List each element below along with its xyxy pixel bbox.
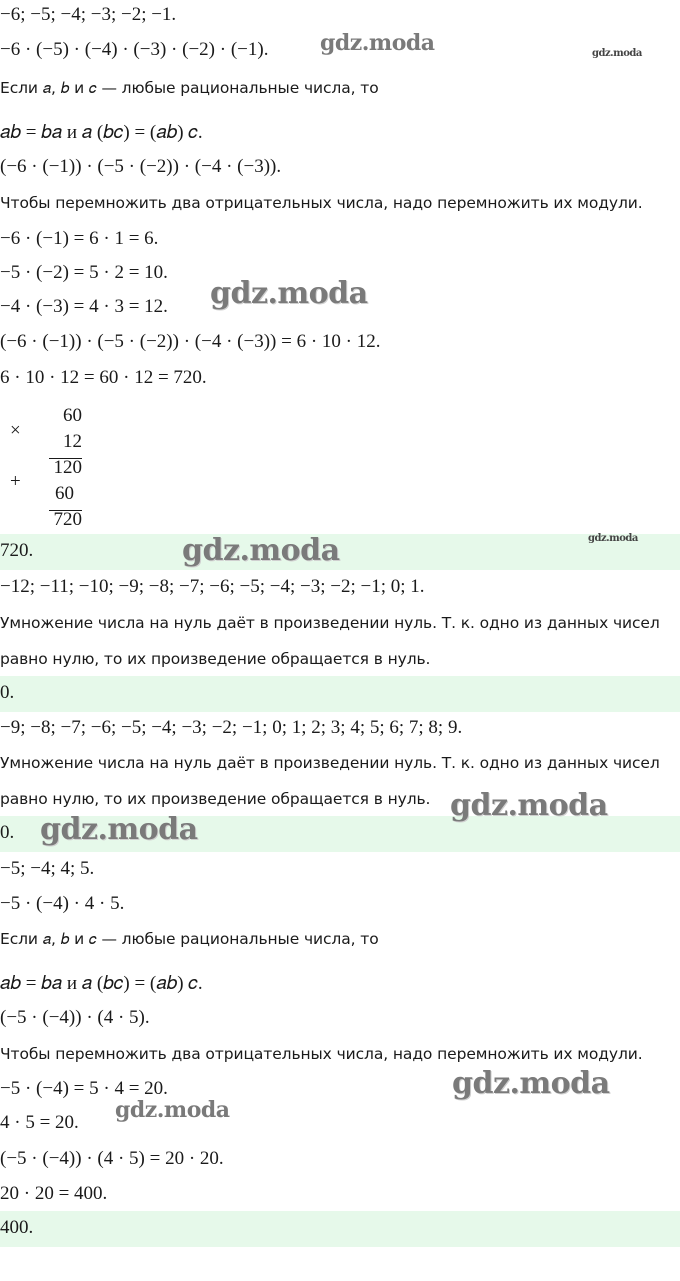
multiplicand: 60: [63, 405, 82, 426]
rule-text: Если 𝑎, 𝑏 и 𝑐 — любые рациональные числа, то: [0, 930, 379, 948]
product-expression: −5 · (−4) · 4 · 5.: [0, 893, 125, 914]
rule-text: Умножение числа на нуль даёт в произведении нуль. Т. к. одно из данных чисел: [0, 754, 660, 772]
plus-sign: +: [10, 471, 21, 492]
rule-text: Чтобы перемножить два отрицательных числа, надо перемножить их модули.: [0, 194, 643, 212]
column-result: 720: [53, 509, 82, 530]
number-list: −6; −5; −4; −3; −2; −1.: [0, 4, 177, 25]
commutative-law: 𝑎𝑏 = 𝑏𝑎 и 𝑎 (𝑏𝑐) = (𝑎𝑏) 𝑐.: [0, 122, 203, 143]
grouped-expression: (−6 · (−1)) · (−5 · (−2)) · (−4 · (−3)).: [0, 156, 282, 177]
answer-value: 0.: [0, 682, 15, 703]
equation-line: (−5 · (−4)) · (4 · 5) = 20 · 20.: [0, 1148, 224, 1169]
answer-value: 400.: [0, 1217, 34, 1238]
equation-line: −5 · (−4) = 5 · 4 = 20.: [0, 1078, 168, 1099]
watermark-logo: gdz.moda: [452, 1066, 610, 1101]
product-expression: −6 · (−5) · (−4) · (−3) · (−2) · (−1).: [0, 39, 269, 60]
equation-line: 6 · 10 · 12 = 60 · 12 = 720.: [0, 367, 207, 388]
times-sign: ×: [10, 420, 21, 441]
multiplier: 12: [63, 431, 82, 452]
watermark-logo: gdz.moda: [320, 30, 435, 56]
equation-line: −6 · (−1) = 6 · 1 = 6.: [0, 228, 159, 249]
watermark-logo: gdz.moda: [40, 812, 198, 847]
rule-text: равно нулю, то их произведение обращается в нуль.: [0, 650, 431, 668]
commutative-law: 𝑎𝑏 = 𝑏𝑎 и 𝑎 (𝑏𝑐) = (𝑎𝑏) 𝑐.: [0, 973, 203, 994]
equation-line: 4 · 5 = 20.: [0, 1112, 79, 1133]
rule-text: Если 𝑎, 𝑏 и 𝑐 — любые рациональные числа, то: [0, 79, 379, 97]
watermark-logo: gdz.moda: [592, 48, 642, 59]
equation-line: 20 · 20 = 400.: [0, 1183, 108, 1204]
watermark-logo: gdz.moda: [115, 1097, 230, 1123]
number-list: −9; −8; −7; −6; −5; −4; −3; −2; −1; 0; 1; 2; 3; 4; 5; 6; 7; 8; 9.: [0, 717, 463, 738]
number-list: −5; −4; 4; 5.: [0, 858, 95, 879]
answer-box: [0, 676, 680, 712]
rule-text: Чтобы перемножить два отрицательных числа, надо перемножить их модули.: [0, 1045, 643, 1063]
answer-box: [0, 534, 680, 570]
watermark-logo: gdz.moda: [210, 276, 368, 311]
watermark-logo: gdz.moda: [588, 533, 638, 544]
equation-line: −4 · (−3) = 4 · 3 = 12.: [0, 296, 168, 317]
answer-value: 0.: [0, 822, 15, 843]
watermark-logo: gdz.moda: [450, 788, 608, 823]
partial-product: 60: [55, 483, 74, 504]
answer-value: 720.: [0, 540, 34, 561]
grouped-expression: (−5 · (−4)) · (4 · 5).: [0, 1007, 150, 1028]
watermark-logo: gdz.moda: [182, 533, 340, 568]
answer-box: [0, 1211, 680, 1247]
rule-text: равно нулю, то их произведение обращается в нуль.: [0, 790, 431, 808]
rule-text: Умножение числа на нуль даёт в произведении нуль. Т. к. одно из данных чисел: [0, 614, 660, 632]
equation-line: (−6 · (−1)) · (−5 · (−2)) · (−4 · (−3)) = 6 · 10 · 12.: [0, 331, 381, 352]
equation-line: −5 · (−2) = 5 · 2 = 10.: [0, 262, 168, 283]
number-list: −12; −11; −10; −9; −8; −7; −6; −5; −4; −3; −2; −1; 0; 1.: [0, 576, 425, 597]
partial-product: 120: [53, 457, 82, 478]
